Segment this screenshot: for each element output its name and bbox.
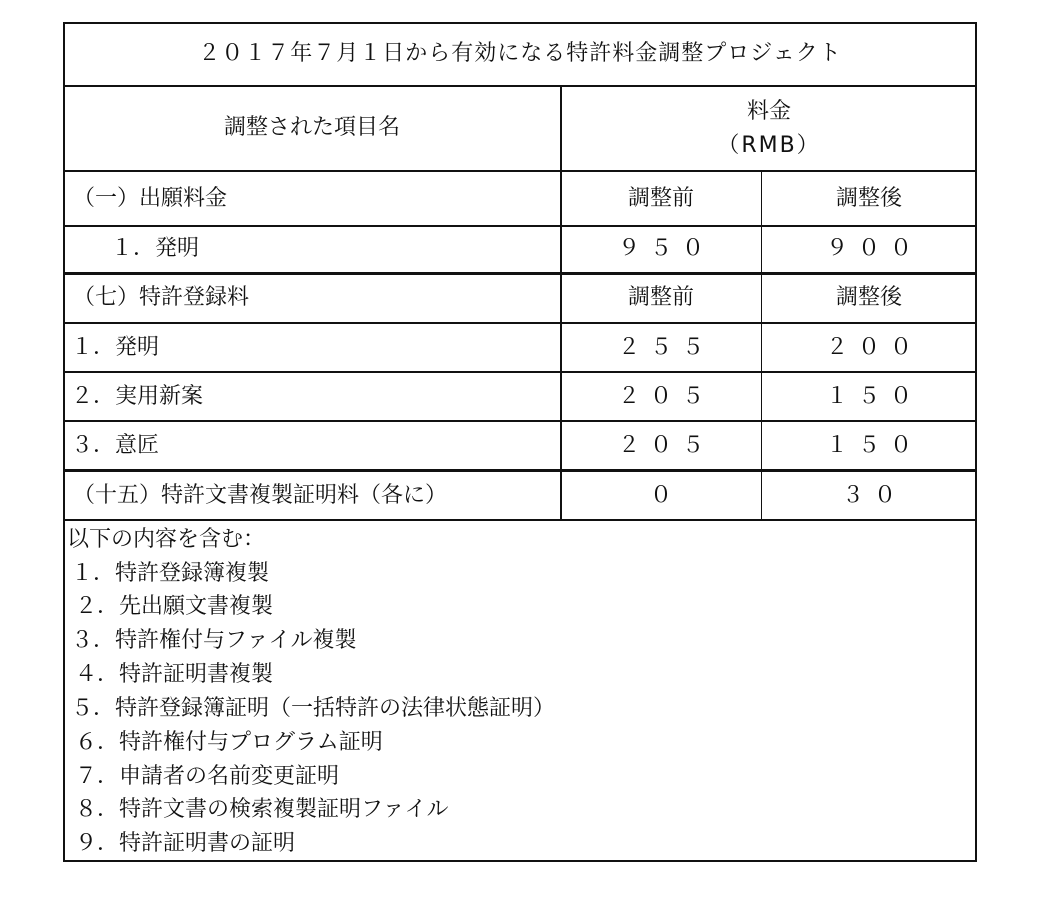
- row-divider: [63, 170, 977, 172]
- fee-after: １５０: [825, 433, 922, 458]
- row-divider: [63, 469, 977, 472]
- item-name-header: 調整された項目名: [223, 115, 400, 140]
- currency-label: （RMB）: [717, 133, 821, 158]
- note-item: １．特許登録簿複製: [71, 561, 270, 586]
- row-label: ２．実用新案: [71, 384, 204, 409]
- note-item: ３．特許権付与ファイル複製: [71, 628, 357, 653]
- fee-after: ３０: [841, 483, 906, 508]
- row-divider: [63, 371, 977, 373]
- fee-after: ９００: [825, 236, 922, 261]
- fee-table: [63, 22, 977, 862]
- note-item: ７．申請者の名前変更証明: [75, 764, 340, 789]
- note-item: ９．特許証明書の証明: [75, 831, 296, 856]
- table-border-top: [63, 22, 977, 24]
- fee-before: ２５５: [617, 335, 714, 360]
- row-divider: [63, 519, 977, 521]
- row-divider: [63, 272, 977, 275]
- fee-before: ９５０: [617, 236, 714, 261]
- fee-before: ２０５: [617, 433, 714, 458]
- row-divider: [63, 322, 977, 324]
- row-divider: [63, 420, 977, 422]
- row-label: １．発明: [71, 335, 160, 360]
- section-title: （一）出願料金: [73, 186, 228, 211]
- section-title: （七）特許登録料: [73, 285, 250, 310]
- table-border-bottom: [63, 860, 977, 862]
- notes-intro: 以下の内容を含む：: [67, 527, 266, 552]
- row-label: １．発明: [111, 236, 200, 261]
- fee-header: 料金: [746, 99, 791, 124]
- note-item: ５．特許登録簿証明（一括特許の法律状態証明）: [71, 696, 556, 721]
- table-title: ２０１７年７月１日から有効になる特許料金調整プロジェクト: [198, 41, 842, 66]
- fee-after: ２００: [825, 335, 922, 360]
- fee-before: ０: [649, 483, 672, 508]
- fee-before: ２０５: [617, 384, 714, 409]
- before-adjustment-header: 調整前: [627, 186, 694, 211]
- before-adjustment-header: 調整前: [627, 285, 694, 310]
- table-border-left: [63, 22, 65, 862]
- row-divider: [63, 85, 977, 87]
- note-item: ８．特許文書の検索複製証明ファイル: [75, 797, 449, 822]
- note-item: ２．先出願文書複製: [75, 594, 274, 619]
- row-label: ３．意匠: [71, 433, 160, 458]
- note-item: ６．特許権付与プログラム証明: [75, 730, 383, 755]
- row-divider: [63, 225, 977, 227]
- fee-after: １５０: [825, 384, 922, 409]
- after-adjustment-header: 調整後: [835, 285, 902, 310]
- column-divider: [761, 171, 762, 521]
- after-adjustment-header: 調整後: [835, 186, 902, 211]
- section-title: （十五）特許文書複製証明料（各に）: [73, 483, 448, 508]
- note-item: ４．特許証明書複製: [75, 662, 274, 687]
